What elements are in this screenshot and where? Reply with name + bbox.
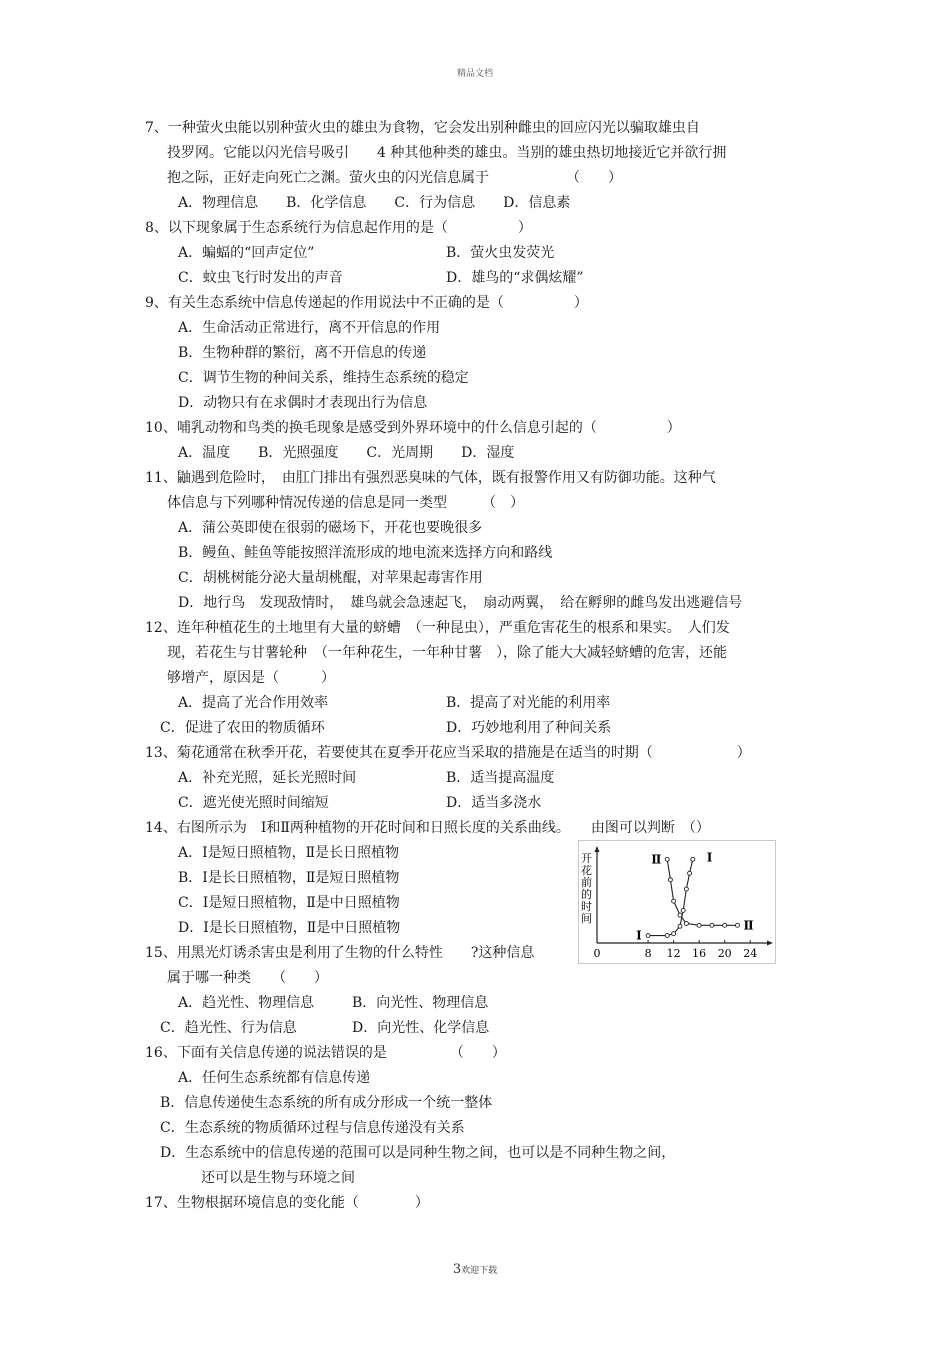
chart-y-label-char: 开	[581, 852, 592, 865]
chart-point	[665, 857, 669, 861]
chart-y-arrow	[595, 846, 600, 852]
footer-text: 欢迎下载	[461, 1266, 498, 1276]
q11-stem-line1: 11、鼬遇到危险时， 由肛门排出有强烈恶臭味的气体，既有报警作用又有防御功能。这种气	[145, 470, 716, 486]
chart-point	[678, 924, 682, 928]
q10-options: A．温度 B．光照强度 C．光周期 D．湿度	[178, 445, 515, 461]
q8-stem: 8、以下现象属于生态系统行为信息起作用的是（ ）	[145, 220, 532, 236]
q7-stem-line3: 抱之际，正好走向死亡之渊。萤火虫的闪光信息属于 （ ）	[167, 170, 622, 186]
q12-option-a: A．提高了光合作用效率	[178, 695, 329, 711]
chart-point	[688, 871, 692, 875]
q9-option-b: B．生物种群的繁衍，离不开信息的传递	[178, 345, 427, 361]
q14-option-b: B．Ⅰ是长日照植物，Ⅱ是短日照植物	[178, 870, 400, 886]
chart-x-tick-label: 0	[593, 947, 601, 960]
q14-stem: 14、右图所示为 Ⅰ和Ⅱ两种植物的开花时间和日照长度的关系曲线。 由图可以判断 （）	[145, 820, 710, 836]
q16-option-d-line1: D．生态系统中的信息传递的范围可以是同种生物之间，也可以是不同种生物之间，	[160, 1145, 676, 1161]
chart-series-label-1: Ⅰ	[706, 850, 713, 865]
chart-x-tick-label: 16	[692, 947, 707, 960]
q12-option-b: B．提高了对光能的利用率	[446, 695, 611, 711]
chart-point	[646, 934, 650, 938]
q14-option-a: A．Ⅰ是短日照植物，Ⅱ是长日照植物	[178, 845, 400, 861]
q15-stem-line2: 属于哪一种类 （ ）	[167, 970, 328, 986]
q17-stem: 17、生物根据环境信息的变化能（ ）	[145, 1195, 429, 1211]
chart-point	[672, 899, 676, 903]
chart-point	[672, 932, 676, 936]
q15-option-d: D．向光性、化学信息	[352, 1020, 490, 1036]
q13-option-a: A．补充光照，延长光照时间	[178, 770, 357, 786]
q13-option-d: D．适当多浇水	[446, 795, 542, 811]
q9-option-c: C．调节生物的种间关系，维持生态系统的稳定	[178, 370, 469, 386]
q12-option-c: C．促进了农田的物质循环	[160, 720, 325, 736]
chart-point	[735, 923, 739, 927]
chart-point	[684, 887, 688, 891]
q11-stem-line2: 体信息与下列哪种情况传递的信息是同一类型 （ ）	[167, 495, 524, 511]
chart-y-label-char: 间	[581, 912, 592, 925]
q7-stem-line2: 投罗网。它能以闪光信号吸引 4 种其他种类的雄虫。当别的雄虫热切地接近它并欲行拥	[167, 145, 727, 161]
chart-y-label-char: 时	[581, 900, 592, 913]
page-header: 精品文档	[456, 69, 493, 79]
chart-y-label-char: 的	[581, 888, 592, 901]
q13-stem: 13、菊花通常在秋季开花，若要使其在夏季开花应当采取的措施是在适当的时期（ ）	[145, 745, 751, 761]
q16-option-a: A．任何生态系统都有信息传递	[178, 1070, 371, 1086]
q15-option-a: A．趋光性、物理信息	[178, 995, 315, 1011]
chart-x-tick-label: 12	[666, 947, 681, 960]
q16-option-d-line2: 还可以是生物与环境之间	[201, 1170, 355, 1186]
chart-frame	[579, 841, 776, 964]
chart-point	[665, 934, 669, 938]
q12-option-d: D．巧妙地利用了种间关系	[446, 720, 612, 736]
q7-stem-line1: 7、一种萤火虫能以别种萤火虫的雄虫为食物，它会发出别种雌虫的回应闪光以骗取雄虫自	[145, 120, 700, 136]
q13-option-b: B．适当提高温度	[446, 770, 555, 786]
page-number: 3	[452, 1262, 462, 1277]
q8-option-c: C．蚊虫飞行时发出的声音	[178, 270, 343, 286]
q9-option-a: A．生命活动正常进行，离不开信息的作用	[178, 320, 441, 336]
q12-stem-line2: 现，若花生与甘薯轮种 （一年种花生，一年种甘薯 ），除了能大大减轻蛴螬的危害，还能	[167, 645, 727, 661]
q9-option-d: D．动物只有在求偶时才表现出行为信息	[178, 395, 428, 411]
chart-y-label-char: 前	[581, 876, 592, 889]
q15-option-c: C．趋光性、行为信息	[160, 1020, 297, 1036]
q15-stem-line1: 15、用黑光灯诱杀害虫是利用了生物的什么特性 ?这种信息	[145, 945, 535, 961]
q11-option-b: B．鳗鱼、鲑鱼等能按照洋流形成的地电流来选择方向和路线	[178, 545, 553, 561]
chart-y-label-char: 花	[581, 864, 592, 877]
chart-point	[710, 923, 714, 927]
q8-option-d: D．雄鸟的“求偶炫耀”	[446, 270, 584, 286]
chart-x-arrow	[767, 941, 773, 946]
q15-option-b: B．向光性、物理信息	[352, 995, 489, 1011]
page-footer	[0, 1262, 950, 1277]
chart-series-label-1: Ⅰ	[636, 928, 642, 943]
chart-point	[697, 923, 701, 927]
chart-point	[691, 857, 695, 861]
chart-x-tick-label: 20	[717, 947, 732, 960]
chart-point	[681, 908, 685, 912]
q16-option-c: C．生态系统的物质循环过程与信息传递没有关系	[160, 1120, 465, 1136]
chart-point	[684, 921, 688, 925]
chart-point	[723, 923, 727, 927]
chart-series-label-2: Ⅱ	[651, 852, 662, 867]
q8-option-a: A．蝙蝠的“回声定位”	[178, 245, 315, 261]
q12-stem-line3: 够增产，原因是（ ）	[167, 670, 335, 686]
q13-option-c: C．遮光使光照时间缩短	[178, 795, 329, 811]
q8-option-b: B．萤火虫发荧光	[446, 245, 555, 261]
q9-stem: 9、有关生态系统中信息传递起的作用说法中不正确的是（ ）	[145, 295, 588, 311]
q11-option-d: D．地行鸟 发现敌情时， 雄鸟就会急速起飞， 扇动两翼， 给在孵卵的雌鸟发出逃避信号	[178, 595, 743, 611]
chart-point	[668, 878, 672, 882]
q7-options: A．物理信息 B．化学信息 C．行为信息 D．信息素	[178, 195, 571, 211]
chart-series-label-2: Ⅱ	[743, 918, 754, 933]
chart-x-tick-label: 8	[644, 947, 652, 960]
chart-x-tick-label: 24	[743, 947, 758, 960]
chart-point	[678, 913, 682, 917]
flowering-chart	[578, 840, 776, 964]
q14-option-d: D．Ⅰ是长日照植物，Ⅱ是中日照植物	[178, 920, 401, 936]
q11-option-a: A．蒲公英即使在很弱的磁场下，开花也要晚很多	[178, 520, 483, 536]
q11-option-c: C．胡桃树能分泌大量胡桃醌，对苹果起毒害作用	[178, 570, 483, 586]
q14-option-c: C．Ⅰ是短日照植物，Ⅱ是中日照植物	[178, 895, 400, 911]
q16-stem: 16、下面有关信息传递的说法错误的是 （ ）	[145, 1045, 506, 1061]
q10-stem: 10、哺乳动物和鸟类的换毛现象是感受到外界环境中的什么信息引起的（ ）	[145, 420, 681, 436]
flowering-chart-svg	[578, 840, 776, 964]
q16-option-b: B．信息传递使生态系统的所有成分形成一个统一整体	[160, 1095, 493, 1111]
q12-stem-line1: 12、连年种植花生的土地里有大量的蛴螬 （一种昆虫），严重危害花生的根系和果实。 人们发	[145, 620, 730, 636]
